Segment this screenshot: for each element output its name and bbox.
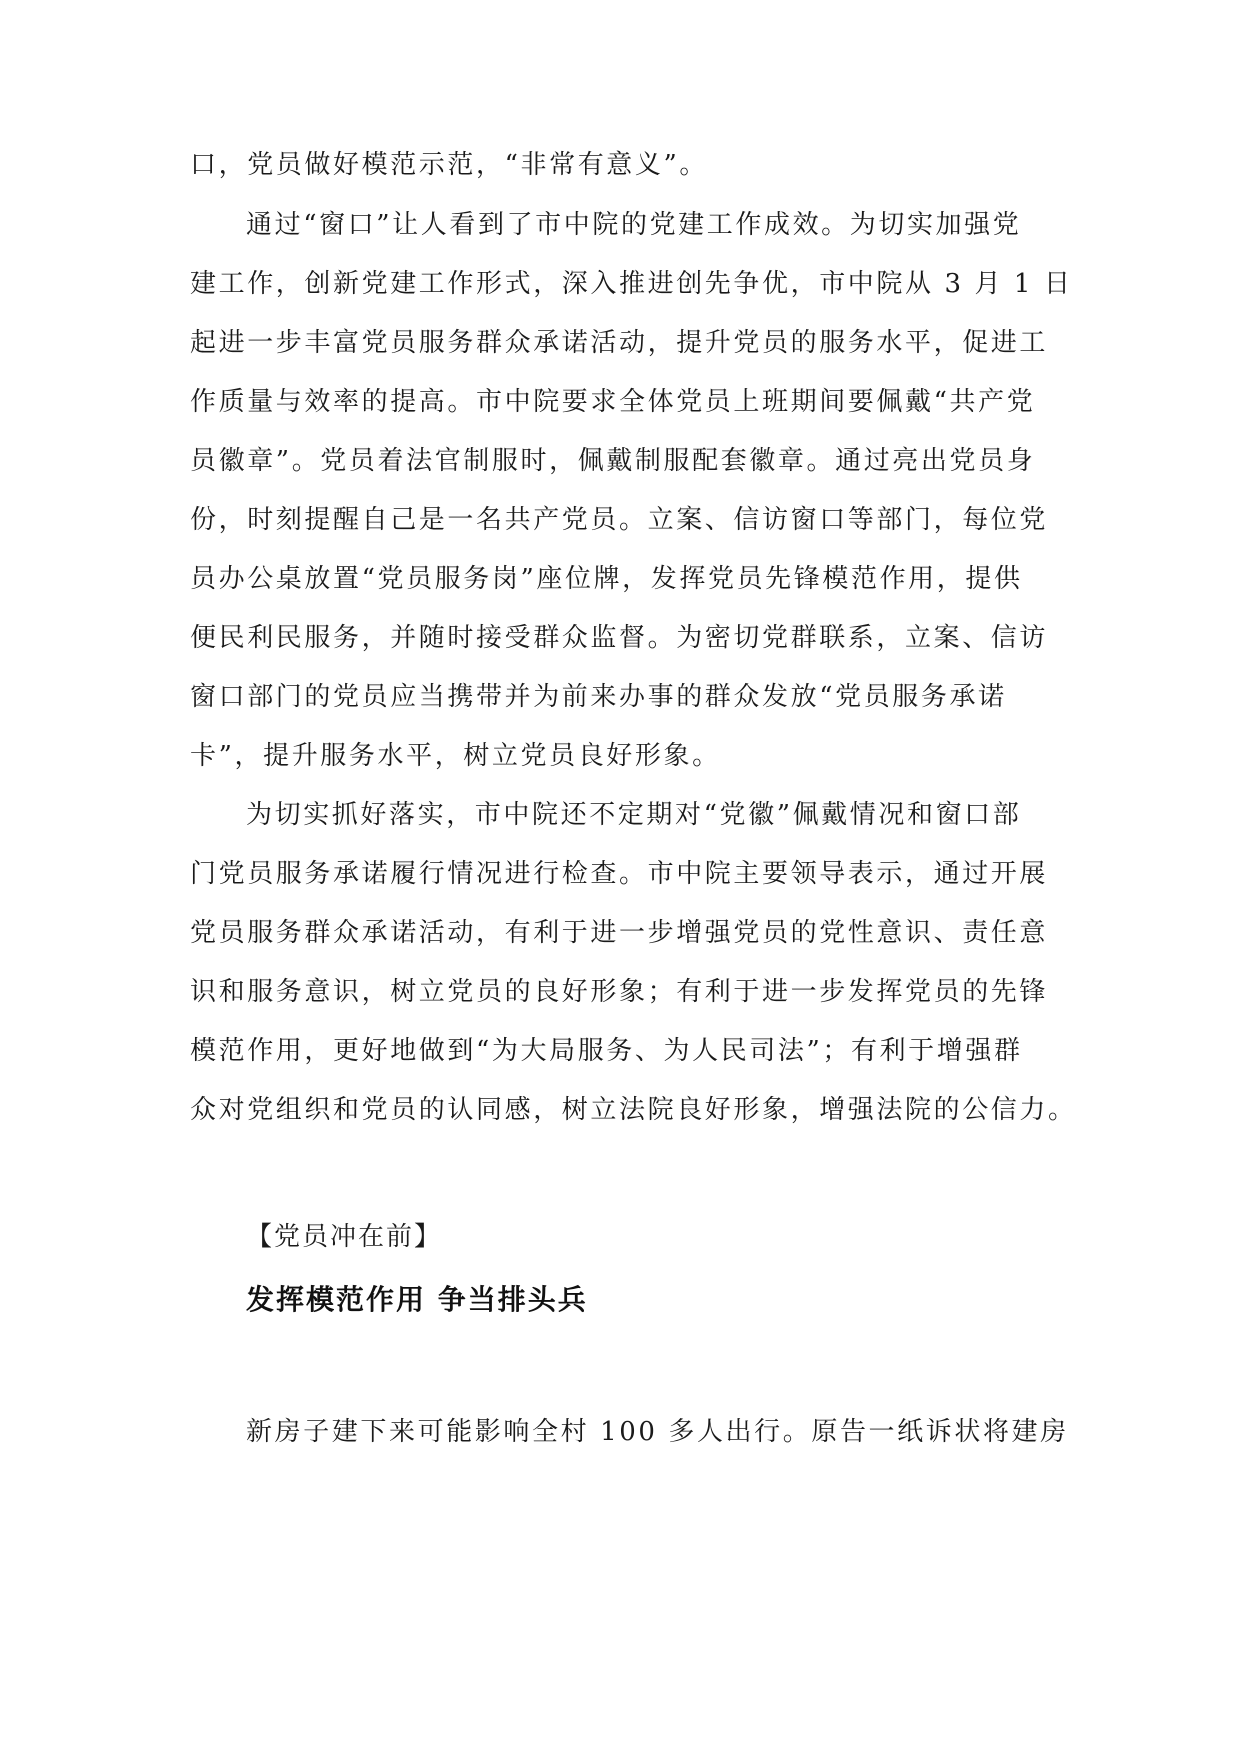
paragraph-line: 众对党组织和党员的认同感，树立法院良好形象，增强法院的公信力。 <box>190 1095 1077 1125</box>
section-tag: 【党员冲在前】 <box>246 1222 443 1252</box>
paragraph-line: 卡”，提升服务水平，树立党员良好形象。 <box>190 741 721 771</box>
paragraph-line: 作质量与效率的提高。市中院要求全体党员上班期间要佩戴“共产党 <box>190 387 1036 417</box>
paragraph-line: 便民利民服务，并随时接受群众监督。为密切党群联系，立案、信访 <box>190 623 1049 653</box>
section-heading: 发挥模范作用 争当排头兵 <box>246 1283 588 1316</box>
paragraph-line: 起进一步丰富党员服务群众承诺活动，提升党员的服务水平，促进工 <box>190 328 1049 358</box>
paragraph-line: 门党员服务承诺履行情况进行检查。市中院主要领导表示，通过开展 <box>190 859 1049 889</box>
paragraph-line: 员徽章”。党员着法官制服时，佩戴制服配套徽章。通过亮出党员身 <box>190 446 1036 476</box>
paragraph-line: 员办公桌放置“党员服务岗”座位牌，发挥党员先锋模范作用，提供 <box>190 564 1023 594</box>
paragraph-line: 建工作，创新党建工作形式，深入推进创先争优，市中院从 3 月 1 日 <box>190 269 1073 299</box>
paragraph-line: 窗口部门的党员应当携带并为前来办事的群众发放“党员服务承诺 <box>190 682 1007 712</box>
paragraph-line: 党员服务群众承诺活动，有利于进一步增强党员的党性意识、责任意 <box>190 918 1049 948</box>
paragraph-line: 口，党员做好模范示范，“非常有意义”。 <box>190 150 708 180</box>
paragraph-line: 为切实抓好落实，市中院还不定期对“党徽”佩戴情况和窗口部 <box>246 800 1022 830</box>
paragraph-line: 识和服务意识，树立党员的良好形象；有利于进一步发挥党员的先锋 <box>190 977 1049 1007</box>
paragraph-line: 模范作用，更好地做到“为大局服务、为人民司法”；有利于增强群 <box>190 1036 1023 1066</box>
paragraph-line: 新房子建下来可能影响全村 100 多人出行。原告一纸诉状将建房 <box>246 1417 1069 1447</box>
paragraph-line: 份，时刻提醒自己是一名共产党员。立案、信访窗口等部门，每位党 <box>190 505 1049 535</box>
paragraph-line: 通过“窗口”让人看到了市中院的党建工作成效。为切实加强党 <box>246 210 1022 240</box>
